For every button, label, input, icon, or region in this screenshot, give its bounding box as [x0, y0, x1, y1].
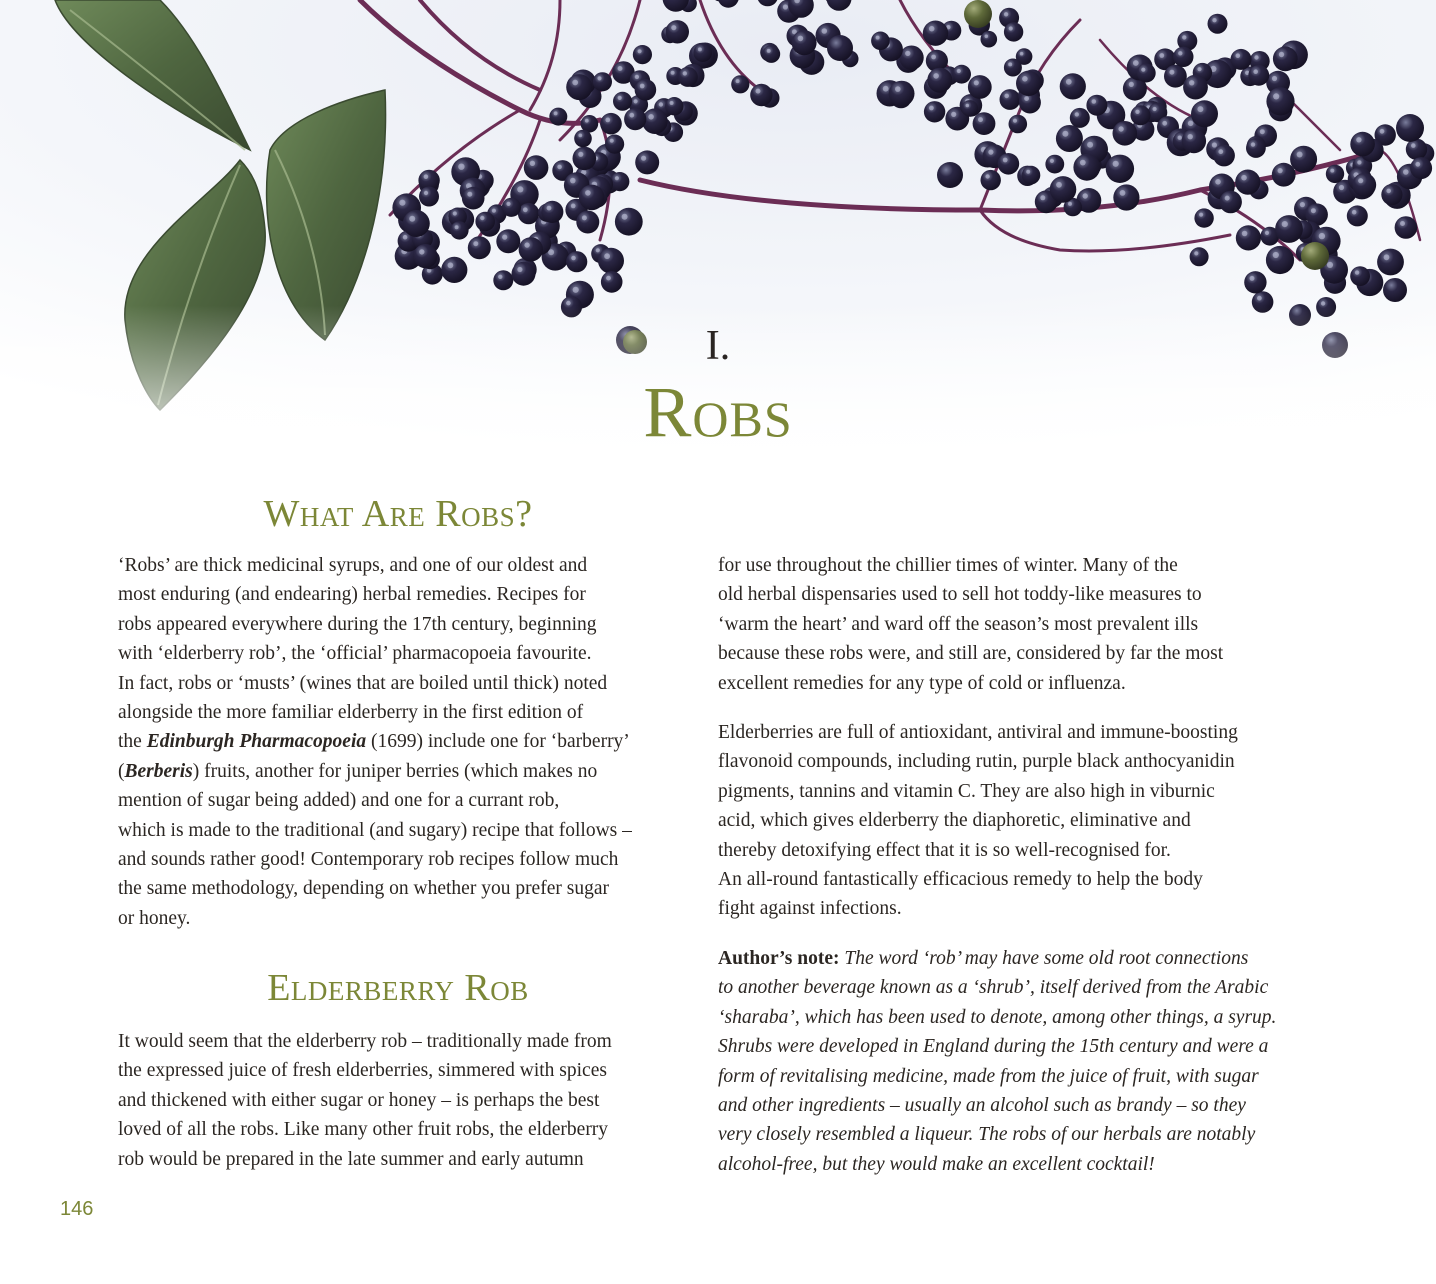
text-line: ‘warm the heart’ and ward off the season’s most prevalent ills [718, 613, 1199, 635]
authors-note [718, 944, 1318, 1179]
text-line: and other ingredients – usually an alcohol such as brandy – so they [718, 1094, 1246, 1116]
text-line: flavonoid compounds, including rutin, purple black anthocyanidin [718, 751, 1235, 773]
text-line: alongside the more familiar elderberry in the first edition of [118, 702, 584, 724]
text-line: fight against infections. [718, 898, 902, 920]
text-fragment: ) fruits, another for juniper berries (which makes no [192, 760, 598, 782]
text-line: acid, which gives elderberry the diaphoretic, eliminative and [718, 810, 1191, 832]
text-line: robs appeared everywhere during the 17th century, beginning [118, 613, 597, 635]
what-are-robs-body [118, 551, 688, 933]
text-line: rob would be prepared in the late summer and early autumn [118, 1148, 584, 1170]
text-line: because these robs were, and still are, considered by far the most [718, 643, 1224, 665]
text-line: form of revitalising medicine, made from the juice of fruit, with sugar [718, 1065, 1259, 1087]
paragraph-gap [718, 698, 1318, 718]
text-line: the same methodology, depending on whether you prefer sugar [118, 878, 609, 900]
page-number: 146 [60, 1198, 94, 1220]
text-line: Shrubs were developed in England during the 15th century and were a [718, 1036, 1269, 1058]
paragraph-gap [718, 924, 1318, 944]
text-line: old herbal dispensaries used to sell hot toddy-like measures to [718, 584, 1202, 606]
chapter-title: Robs [643, 372, 793, 452]
paragraph-winter-use [718, 551, 1318, 698]
chapter-number: I. [705, 323, 731, 369]
text-line: excellent remedies for any type of cold or influenza. [718, 672, 1126, 694]
text-line: which is made to the traditional (and sugary) recipe that follows – [118, 819, 632, 841]
text-line: loved of all the robs. Like many other fruit robs, the elderberry [118, 1119, 609, 1141]
text-line: An all-round fantastically efficacious remedy to help the body [718, 869, 1203, 891]
text-line: In fact, robs or ‘musts’ (wines that are boiled until thick) noted [118, 672, 608, 694]
text-fragment: the [118, 731, 147, 753]
text-line: and thickened with either sugar or honey – is perhaps the best [118, 1089, 600, 1111]
text-line-with-title [118, 727, 688, 756]
text-line: alcohol-free, but they would make an excellent cocktail! [718, 1153, 1155, 1175]
text-line: mention of sugar being added) and one for a currant rob, [118, 790, 560, 812]
text-fragment: (1699) include one for ‘barberry’ [366, 731, 630, 753]
text-line: for use throughout the chillier times of winter. Many of the [718, 555, 1178, 576]
text-fragment: ( [118, 760, 125, 782]
text-line: very closely resembled a liqueur. The robs of our herbals are notably [718, 1124, 1256, 1146]
text-line: Elderberries are full of antioxidant, antiviral and immune-boosting [718, 722, 1238, 744]
latin-name-berberis: Berberis [124, 760, 193, 782]
text-line: thereby detoxifying effect that it is so well-recognised for. [718, 839, 1171, 861]
text-line: ‘Robs’ are thick medicinal syrups, and one of our oldest and [118, 555, 588, 576]
paragraph-elderberry-compounds [718, 718, 1318, 924]
text-line: with ‘elderberry rob’, the ‘official’ pharmacopoeia favourite. [118, 643, 592, 665]
text-line: the expressed juice of fresh elderberries, simmered with spices [118, 1060, 607, 1082]
book-title-edinburgh: Edinburgh Pharmacopoeia [146, 731, 367, 753]
text-line: ‘sharaba’, which has been used to denote, among other things, a syrup. [718, 1006, 1277, 1028]
text-line: most enduring (and endearing) herbal remedies. Recipes for [118, 584, 586, 606]
heading-elderberry-rob: Elderberry Rob [267, 967, 529, 1009]
right-column-body [718, 551, 1318, 1179]
text-line: It would seem that the elderberry rob – traditionally made from [118, 1031, 612, 1052]
text-line: or honey. [118, 907, 191, 929]
text-line: and sounds rather good! Contemporary rob recipes follow much [118, 849, 619, 871]
text-line-with-latin [118, 757, 688, 786]
text-fragment: The word ‘rob’ may have some old root connections [844, 947, 1249, 969]
text-line: pigments, tannins and vitamin C. They are also high in viburnic [718, 780, 1215, 802]
text-line [718, 944, 1318, 973]
text-line: to another beverage known as a ‘shrub’, itself derived from the Arabic [718, 977, 1269, 999]
heading-what-are-robs: What Are Robs? [263, 493, 533, 535]
elderberry-rob-body [118, 1027, 688, 1174]
authors-note-label: Author’s note: [718, 947, 840, 969]
